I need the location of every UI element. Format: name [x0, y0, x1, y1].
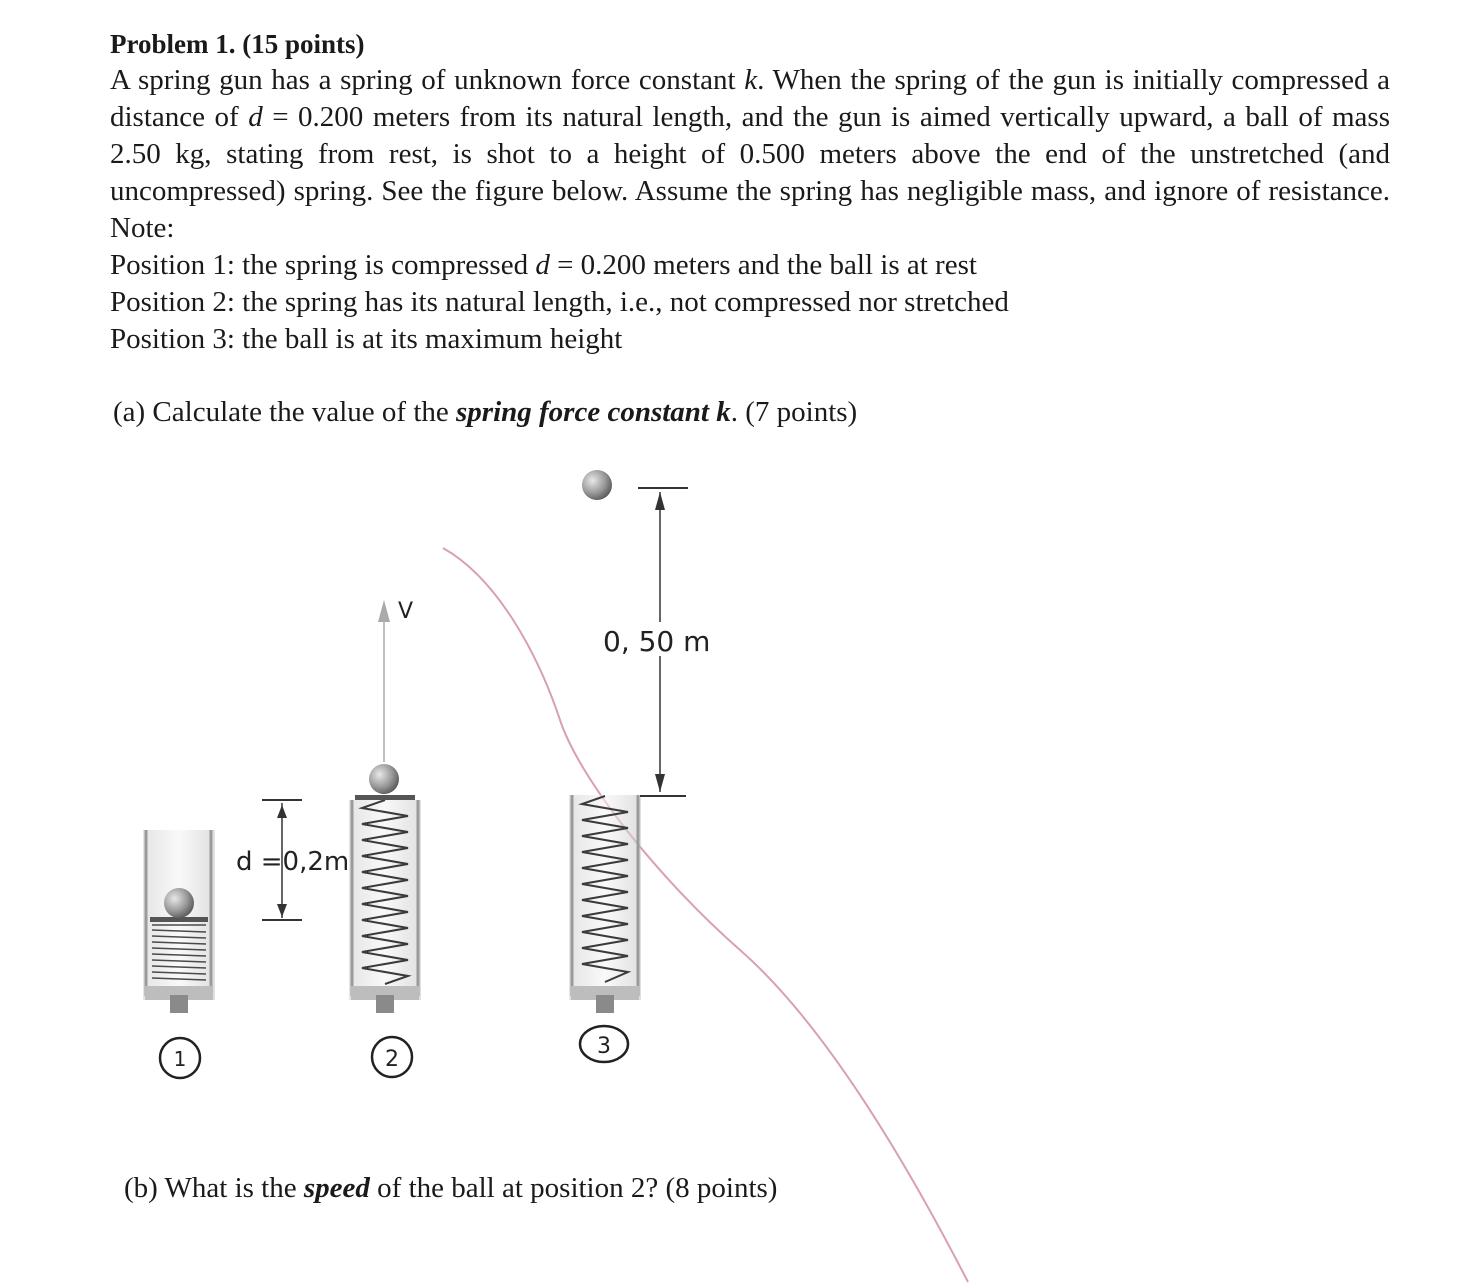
ball-1: [164, 888, 194, 918]
height-label: 0, 50 m: [603, 625, 711, 658]
marker-3: [580, 1026, 628, 1062]
position-1-d-variable: d: [535, 249, 550, 281]
v-label: V: [398, 599, 414, 624]
question-b-emphasis: speed: [303, 1172, 370, 1204]
intro-part-1: A spring gun has a spring of unknown force constant: [110, 64, 745, 96]
ball-2: [369, 764, 399, 794]
intro-part-2: . When the spring of the gun is initially compressed a distance of: [110, 64, 1390, 133]
k-variable: k: [744, 64, 758, 96]
gun-position-3: [569, 470, 641, 1013]
d-label: d =0,2m: [236, 847, 350, 877]
position-1-text-b: = 0.200 meters and the ball is at rest: [549, 249, 977, 281]
question-a-prefix: (a) Calculate the value of the: [113, 396, 457, 428]
question-b-prefix: (b) What is the: [124, 1172, 304, 1204]
position-3-note: Position 3: the ball is at its maximum height: [110, 323, 623, 355]
d-variable: d: [248, 101, 263, 133]
marker-1: [160, 1038, 200, 1078]
marker-3-label: 3: [597, 1034, 611, 1059]
height-dimension: [600, 488, 720, 796]
question-b-suffix: of the ball at position 2? (8 points): [369, 1172, 778, 1204]
d-dimension: [236, 800, 349, 920]
position-1-text-a: Position 1: the spring is compressed: [110, 249, 536, 281]
question-a-suffix: . (7 points): [730, 396, 858, 428]
intro-part-3: = 0.200 meters from its natural length, and the gun is aimed vertically upward, a ball of mass 2.50 kg, stating from rest, is shot to a height of 0.500 meters above the end of the unstretched (and uncompressed) spring. See the figure below. Assume the spring has negligible mass, and ignore of resistance. Note:: [110, 101, 1390, 244]
marker-2: [372, 1037, 412, 1077]
marker-2-label: 2: [385, 1047, 399, 1072]
gun-position-1: [143, 830, 215, 1013]
ball-3: [582, 470, 612, 500]
question-a-emphasis: spring force constant k: [456, 396, 731, 428]
gun-position-2: [349, 599, 421, 1013]
marker-1-label: 1: [173, 1047, 187, 1071]
position-2-note: Position 2: the spring has its natural length, i.e., not compressed nor stretched: [110, 286, 1009, 318]
problem-title: Problem 1. (15 points): [110, 29, 365, 59]
pen-stroke: [443, 548, 968, 1282]
